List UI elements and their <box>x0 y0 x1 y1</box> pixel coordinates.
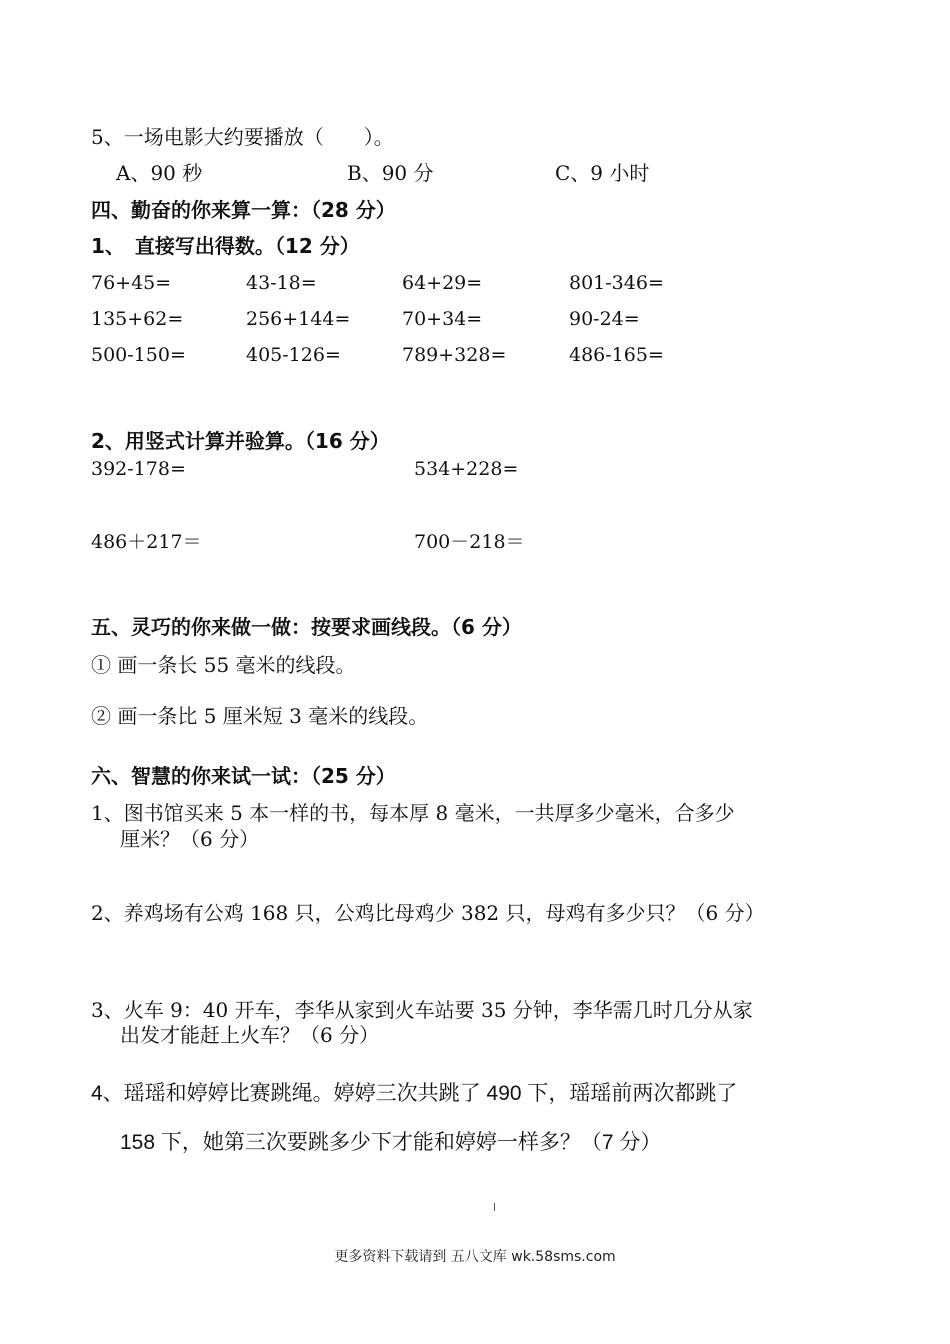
problem-2: 2、养鸡场有公鸡 168 只，公鸡比母鸡少 382 只，母鸡有多少只？（6 分） <box>91 901 765 925</box>
calc-item: 64+29= <box>402 272 483 294</box>
page-mark <box>494 1203 495 1211</box>
problem-1-line-2: 厘米？（6 分） <box>120 827 260 851</box>
option-b: B、90 分 <box>347 161 434 185</box>
vertical-calc-item: 392-178= <box>91 458 186 480</box>
section-5-title: 五、灵巧的你来做一做：按要求画线段。（6 分） <box>91 615 522 639</box>
calc-item: 43-18= <box>246 272 317 294</box>
calc-item: 76+45= <box>91 272 172 294</box>
vertical-calc-item: 486＋217＝ <box>91 531 202 553</box>
problem-3-line-1: 3、火车 9：40 开车，李华从家到火车站要 35 分钟，李华需几时几分从家 <box>91 998 753 1022</box>
option-c: C、9 小时 <box>555 161 650 185</box>
calc-item: 135+62= <box>91 308 184 330</box>
vertical-calc-item: 700－218＝ <box>414 531 525 553</box>
section-4-part-1-title: 1、 直接写出得数。（12 分） <box>91 234 360 258</box>
calc-item: 801-346= <box>569 272 664 294</box>
calc-item: 405-126= <box>246 344 341 366</box>
problem-4-line-2: 158 下，她第三次要跳多少下才能和婷婷一样多？（7 分） <box>120 1131 662 1154</box>
calc-item: 256+144= <box>246 308 351 330</box>
question-5-stem: 5、一场电影大约要播放（ ）。 <box>91 125 394 149</box>
calc-item: 90-24= <box>569 308 640 330</box>
section-6-title: 六、智慧的你来试一试：（25 分） <box>91 764 396 788</box>
calc-item: 70+34= <box>402 308 483 330</box>
problem-1-line-1: 1、图书馆买来 5 本一样的书，每本厚 8 毫米，一共厚多少毫米，合多少 <box>91 801 735 825</box>
section-4-part-2-title: 2、用竖式计算并验算。（16 分） <box>91 429 390 453</box>
calc-item: 789+328= <box>402 344 507 366</box>
footer-text: 更多资料下载请到 五八文库 wk.58sms.com <box>334 1249 616 1265</box>
problem-3-line-2: 出发才能赶上火车？（6 分） <box>120 1023 380 1047</box>
problem-4-line-1: 4、瑶瑶和婷婷比赛跳绳。婷婷三次共跳了 490 下，瑶瑶前两次都跳了 <box>91 1082 738 1105</box>
section-4-title: 四、勤奋的你来算一算：（28 分） <box>91 198 396 222</box>
vertical-calc-item: 534+228= <box>414 458 519 480</box>
calc-item: 486-165= <box>569 344 664 366</box>
calc-item: 500-150= <box>91 344 186 366</box>
section-5-item-2: ② 画一条比 5 厘米短 3 毫米的线段。 <box>91 704 429 728</box>
section-5-item-1: ① 画一条长 55 毫米的线段。 <box>91 653 356 677</box>
option-a: A、90 秒 <box>116 161 203 185</box>
